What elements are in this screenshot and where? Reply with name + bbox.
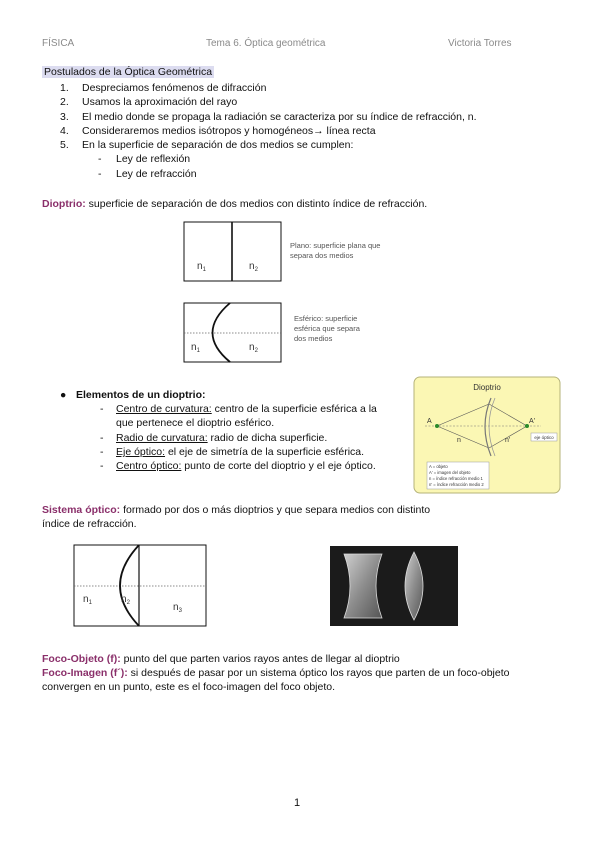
list-item: 1. Despreciamos fenómenos de difracción [60, 82, 267, 94]
sub-list-item: - Ley de refracción [98, 167, 197, 180]
svg-text:n: n [457, 437, 461, 444]
svg-text:A': A' [529, 418, 536, 425]
list-item: 5. En la superficie de separación de dos medios se cumplen: [60, 139, 354, 152]
dioptrio-inset-diagram [413, 376, 561, 494]
list-item: 3. El medio donde se propaga la radiación se caracteriza por su índice de refracción, n. [60, 110, 477, 123]
elements-list [100, 402, 377, 473]
sistema-definition: Sistema óptico: formado por dos o más dioptrios y que separa medios con distinto índice de refracción. [42, 504, 431, 530]
list-item: 4. Consideraremos medios isótropos y homogéneos→ línea recta [60, 124, 376, 137]
svg-text:A: A [427, 418, 432, 425]
plane-caption: Plano: superficie plana que separa dos medios [290, 241, 381, 260]
focos-section: Foco-Objeto (f): punto del que parten varios rayos antes de llegar al dioptrio Foco-Imagen (f´): si después de pasar por un sistema óptico los rayos que parten de un foco-objeto convergen en un punto, este es el foco-imagen del foco objeto. [42, 653, 510, 693]
svg-text:n1: $n_1$ [83, 594, 92, 606]
foco-imagen-definition: Foco-Imagen (f´): si después de pasar por un sistema óptico los rayos que parten de un foco-objeto [42, 667, 510, 679]
dioptrio-term: Dioptrio: [42, 198, 86, 210]
header-author: Victoria Torres [448, 38, 512, 49]
list-item: - Radio de curvatura: radio de dicha superficie. [100, 431, 328, 444]
dioptrio-definition: Dioptrio: superficie de separación de dos medios con distinto índice de refracción. [42, 198, 428, 210]
concave-lens [344, 554, 382, 618]
postulates-title: Postulados de la Óptica Geométrica [44, 66, 213, 78]
header-topic: Tema 6. Óptica geométrica [206, 38, 326, 49]
header-subject: FÍSICA [42, 38, 75, 49]
svg-text:A = objeto: A = objeto [429, 464, 448, 469]
list-item: - Eje óptico: el eje de simetría de la superficie esférica. [100, 445, 365, 458]
svg-text:A' = imagen del objeto: A' = imagen del objeto [429, 470, 471, 475]
svg-text:n3: $n_3$ [173, 602, 182, 614]
svg-text:n2: $n_2$ [121, 594, 130, 606]
list-item: - Centro óptico: punto de corte del dioptrio y el eje óptico. [100, 460, 376, 473]
list-item: 2. Usamos la aproximación del rayo [60, 96, 238, 109]
list-item-continuation: que pertenece el dioptrio esférico. [116, 417, 275, 430]
postulates-list [42, 81, 477, 181]
elements-heading: ● Elementos de un dioptrio: [60, 389, 206, 401]
svg-text:n2: $n_2$ [249, 342, 258, 354]
sistema-term: Sistema óptico: [42, 504, 121, 516]
svg-text:n = índice refracción medio 1: n = índice refracción medio 1 [429, 476, 483, 481]
spherical-caption: Esférico: superficie esférica que separa dos medios [294, 314, 360, 343]
svg-text:n1: $n_1$ [191, 342, 200, 354]
lenses-photo [330, 546, 458, 626]
optical-system-figure [73, 544, 208, 628]
svg-text:n' = índice refracción medio 2: n' = índice refracción medio 2 [429, 482, 484, 487]
svg-text:n': n' [505, 437, 511, 444]
page-number: 1 [294, 797, 301, 809]
spherical-dioptre-figure [183, 302, 283, 364]
svg-text:eje óptico: eje óptico [534, 435, 554, 440]
plane-dioptre-figure [183, 221, 283, 283]
svg-text:n2: $n_2$ [249, 261, 258, 273]
svg-text:Dioptrio: Dioptrio [473, 383, 501, 392]
sub-list-item: - Ley de reflexión [98, 153, 191, 166]
svg-text:n1: $n_1$ [197, 261, 206, 273]
foco-objeto-definition: Foco-Objeto (f): punto del que parten varios rayos antes de llegar al dioptrio [42, 653, 400, 665]
list-item: - Centro de curvatura: centro de la superficie esférica a la [100, 403, 377, 415]
